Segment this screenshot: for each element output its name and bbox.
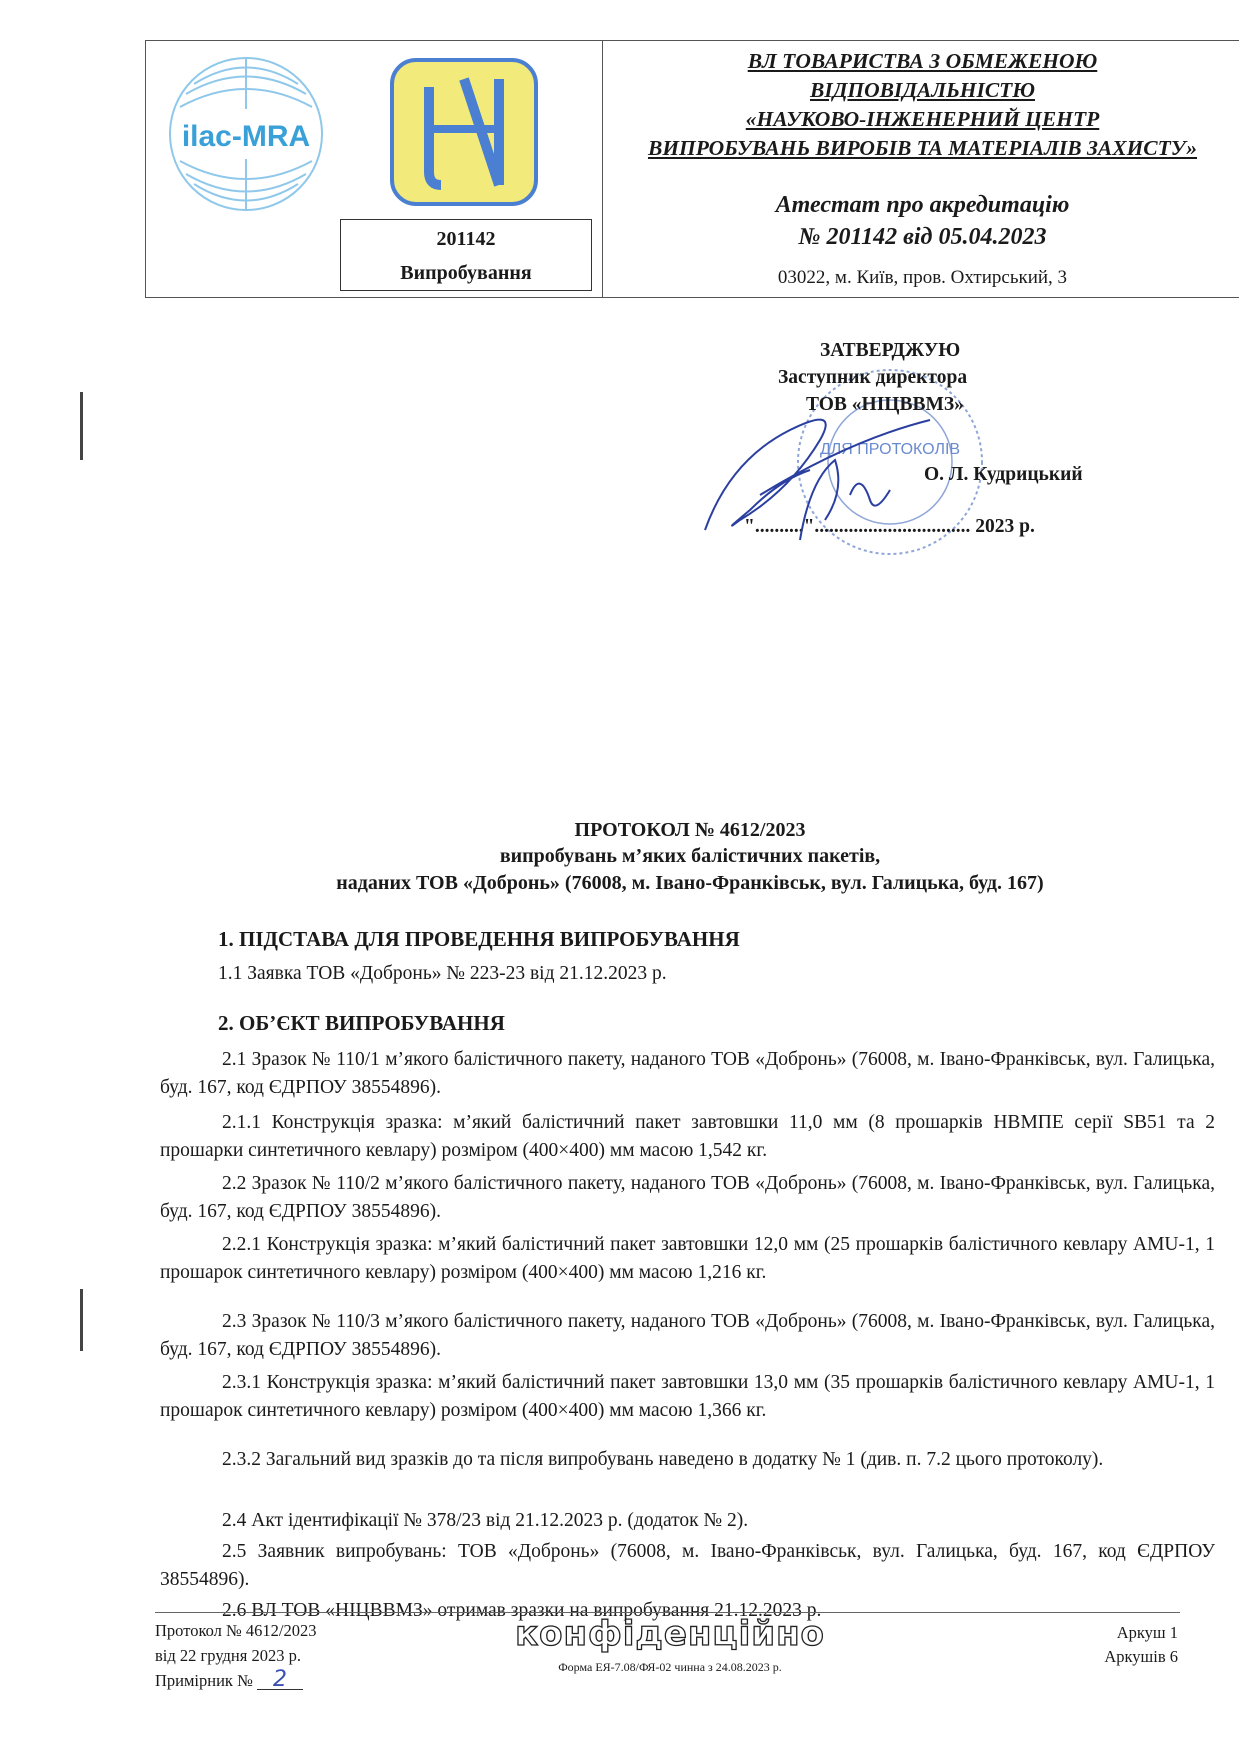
organization-address: 03022, м. Київ, пров. Охтирський, 3 (777, 267, 1068, 288)
accreditation-number: № 201142 від 05.04.2023 (798, 224, 1047, 250)
org-line: ВЛ ТОВАРИСТВА З ОБМЕЖЕНОЮ (747, 49, 1098, 73)
sheets-total: Аркушів 6 (1104, 1647, 1178, 1666)
svg-text:ДЛЯ ПРОТОКОЛІВ: ДЛЯ ПРОТОКОЛІВ (819, 441, 961, 458)
paragraph: 1.1 Заявка ТОВ «Добронь» № 223-23 від 21.12.2023 р. (218, 963, 667, 984)
confidential-stamp: конфіденційно (515, 1614, 825, 1654)
paragraph: 2.3.2 Загальний вид зразків до та після випробувань наведено в додатку № 1 (див. п. 7.2 цього протоколу). (222, 1449, 1104, 1470)
form-code: Форма ЕЯ-7.08/ФЯ-02 чинна з 24.08.2023 р. (558, 1660, 782, 1674)
paragraph: 2.1 Зразок № 110/1 м’якого балістичного пакету, наданого ТОВ «Добронь» (76008, м. Івано-Франківськ, вул. Галицька, буд. 167, код ЄДРПОУ 38554896). (160, 1049, 1215, 1098)
ilac-mra-logo (166, 49, 326, 219)
paragraph: 2.3 Зразок № 110/3 м’якого балістичного пакету, наданого ТОВ «Добронь» (76008, м. Івано-Франківськ, вул. Галицька, буд. 167, код ЄДРПОУ 38554896). (160, 1311, 1215, 1360)
org-line: ВІДПОВІДАЛЬНІСТЮ (809, 78, 1036, 102)
paragraph: 2.5 Заявник випробувань: ТОВ «Добронь» (76008, м. Івано-Франківськ, вул. Галицька, буд. 167, код ЄДРПОУ 38554896). (160, 1541, 1215, 1590)
header-divider (602, 41, 603, 297)
approve-heading: ЗАТВЕРДЖУЮ (820, 340, 961, 361)
footer-copy: Примірник № 2 (155, 1670, 303, 1692)
protocol-subtitle: наданих ТОВ «Добронь» (76008, м. Івано-Франківськ, вул. Галицька, буд. 167) (336, 872, 1044, 894)
approver-company: ТОВ «НІЦВВМЗ» (806, 394, 964, 415)
footer-date: від 22 грудня 2023 р. (155, 1646, 301, 1665)
margin-mark (80, 392, 83, 460)
copy-number: 2 (257, 1671, 303, 1690)
sheet-number: Аркуш 1 (1116, 1623, 1178, 1642)
section-heading: 2. ОБ’ЄКТ ВИПРОБУВАННЯ (218, 1011, 505, 1035)
accreditation-title: Атестат про акредитацію (775, 192, 1070, 218)
paragraph: 2.6 ВЛ ТОВ «НІЦВВМЗ» отримав зразки на випробування 21.12.2023 р. (222, 1600, 822, 1621)
protocol-subtitle: випробувань м’яких балістичних пакетів, (499, 845, 881, 867)
paragraph: 2.2.1 Конструкція зразка: м’який балістичний пакет завтовшки 12,0 мм (25 прошарків балістичного кевлару АМU-1, 1 прошарок синтетичного кевлару) розміром (400×400) мм масою 1,216 кг. (160, 1234, 1215, 1283)
paragraph: 2.2 Зразок № 110/2 м’якого балістичного пакету, наданого ТОВ «Добронь» (76008, м. Івано-Франківськ, вул. Галицька, буд. 167, код ЄДРПОУ 38554896). (160, 1173, 1215, 1222)
protocol-title: ПРОТОКОЛ № 4612/2023 (574, 819, 806, 841)
approval-date-line: ".........."................................ 2023 р. (744, 516, 1035, 537)
footer-protocol: Протокол № 4612/2023 (155, 1621, 317, 1640)
org-line: «НАУКОВО-ІНЖЕНЕРНИЙ ЦЕНТР (745, 107, 1100, 131)
signature (700, 400, 940, 550)
organization-name (606, 47, 1239, 163)
header-box (145, 40, 1239, 298)
cert-label: Випробування (400, 262, 532, 284)
paragraph: 2.4 Акт ідентифікації № 378/23 від 21.12.2023 р. (додаток № 2). (222, 1510, 749, 1531)
approver-position: Заступник директора (778, 367, 968, 388)
org-line: ВИПРОБУВАНЬ ВИРОБІВ ТА МАТЕРІАЛІВ ЗАХИСТУ» (647, 136, 1198, 160)
cert-number: 201142 (436, 228, 496, 250)
paragraph: 2.1.1 Конструкція зразка: м’який балістичний пакет завтовшки 11,0 мм (8 прошарків НВМПЕ серії SB51 та 2 прошарки синтетичного кевлару) розміром (400×400) мм масою 1,542 кг. (160, 1112, 1215, 1161)
svg-text:ilac-MRA: ilac-MRA (181, 120, 311, 153)
footer-rule (155, 1612, 1180, 1613)
section-heading: 1. ПІДСТАВА ДЛЯ ПРОВЕДЕННЯ ВИПРОБУВАННЯ (218, 927, 740, 951)
accreditation-cert-box (340, 219, 592, 291)
margin-mark (80, 1289, 83, 1351)
accreditation-info (606, 189, 1239, 253)
paragraph: 2.3.1 Конструкція зразка: м’який балістичний пакет завтовшки 13,0 мм (35 прошарків балістичного кевлару АМU-1, 1 прошарок синтетичного кевлару) розміром (400×400) мм масою 1,366 кг. (160, 1372, 1215, 1421)
ukrainian-accreditation-logo (389, 57, 539, 207)
approver-name: О. Л. Кудрицький (924, 464, 1083, 485)
